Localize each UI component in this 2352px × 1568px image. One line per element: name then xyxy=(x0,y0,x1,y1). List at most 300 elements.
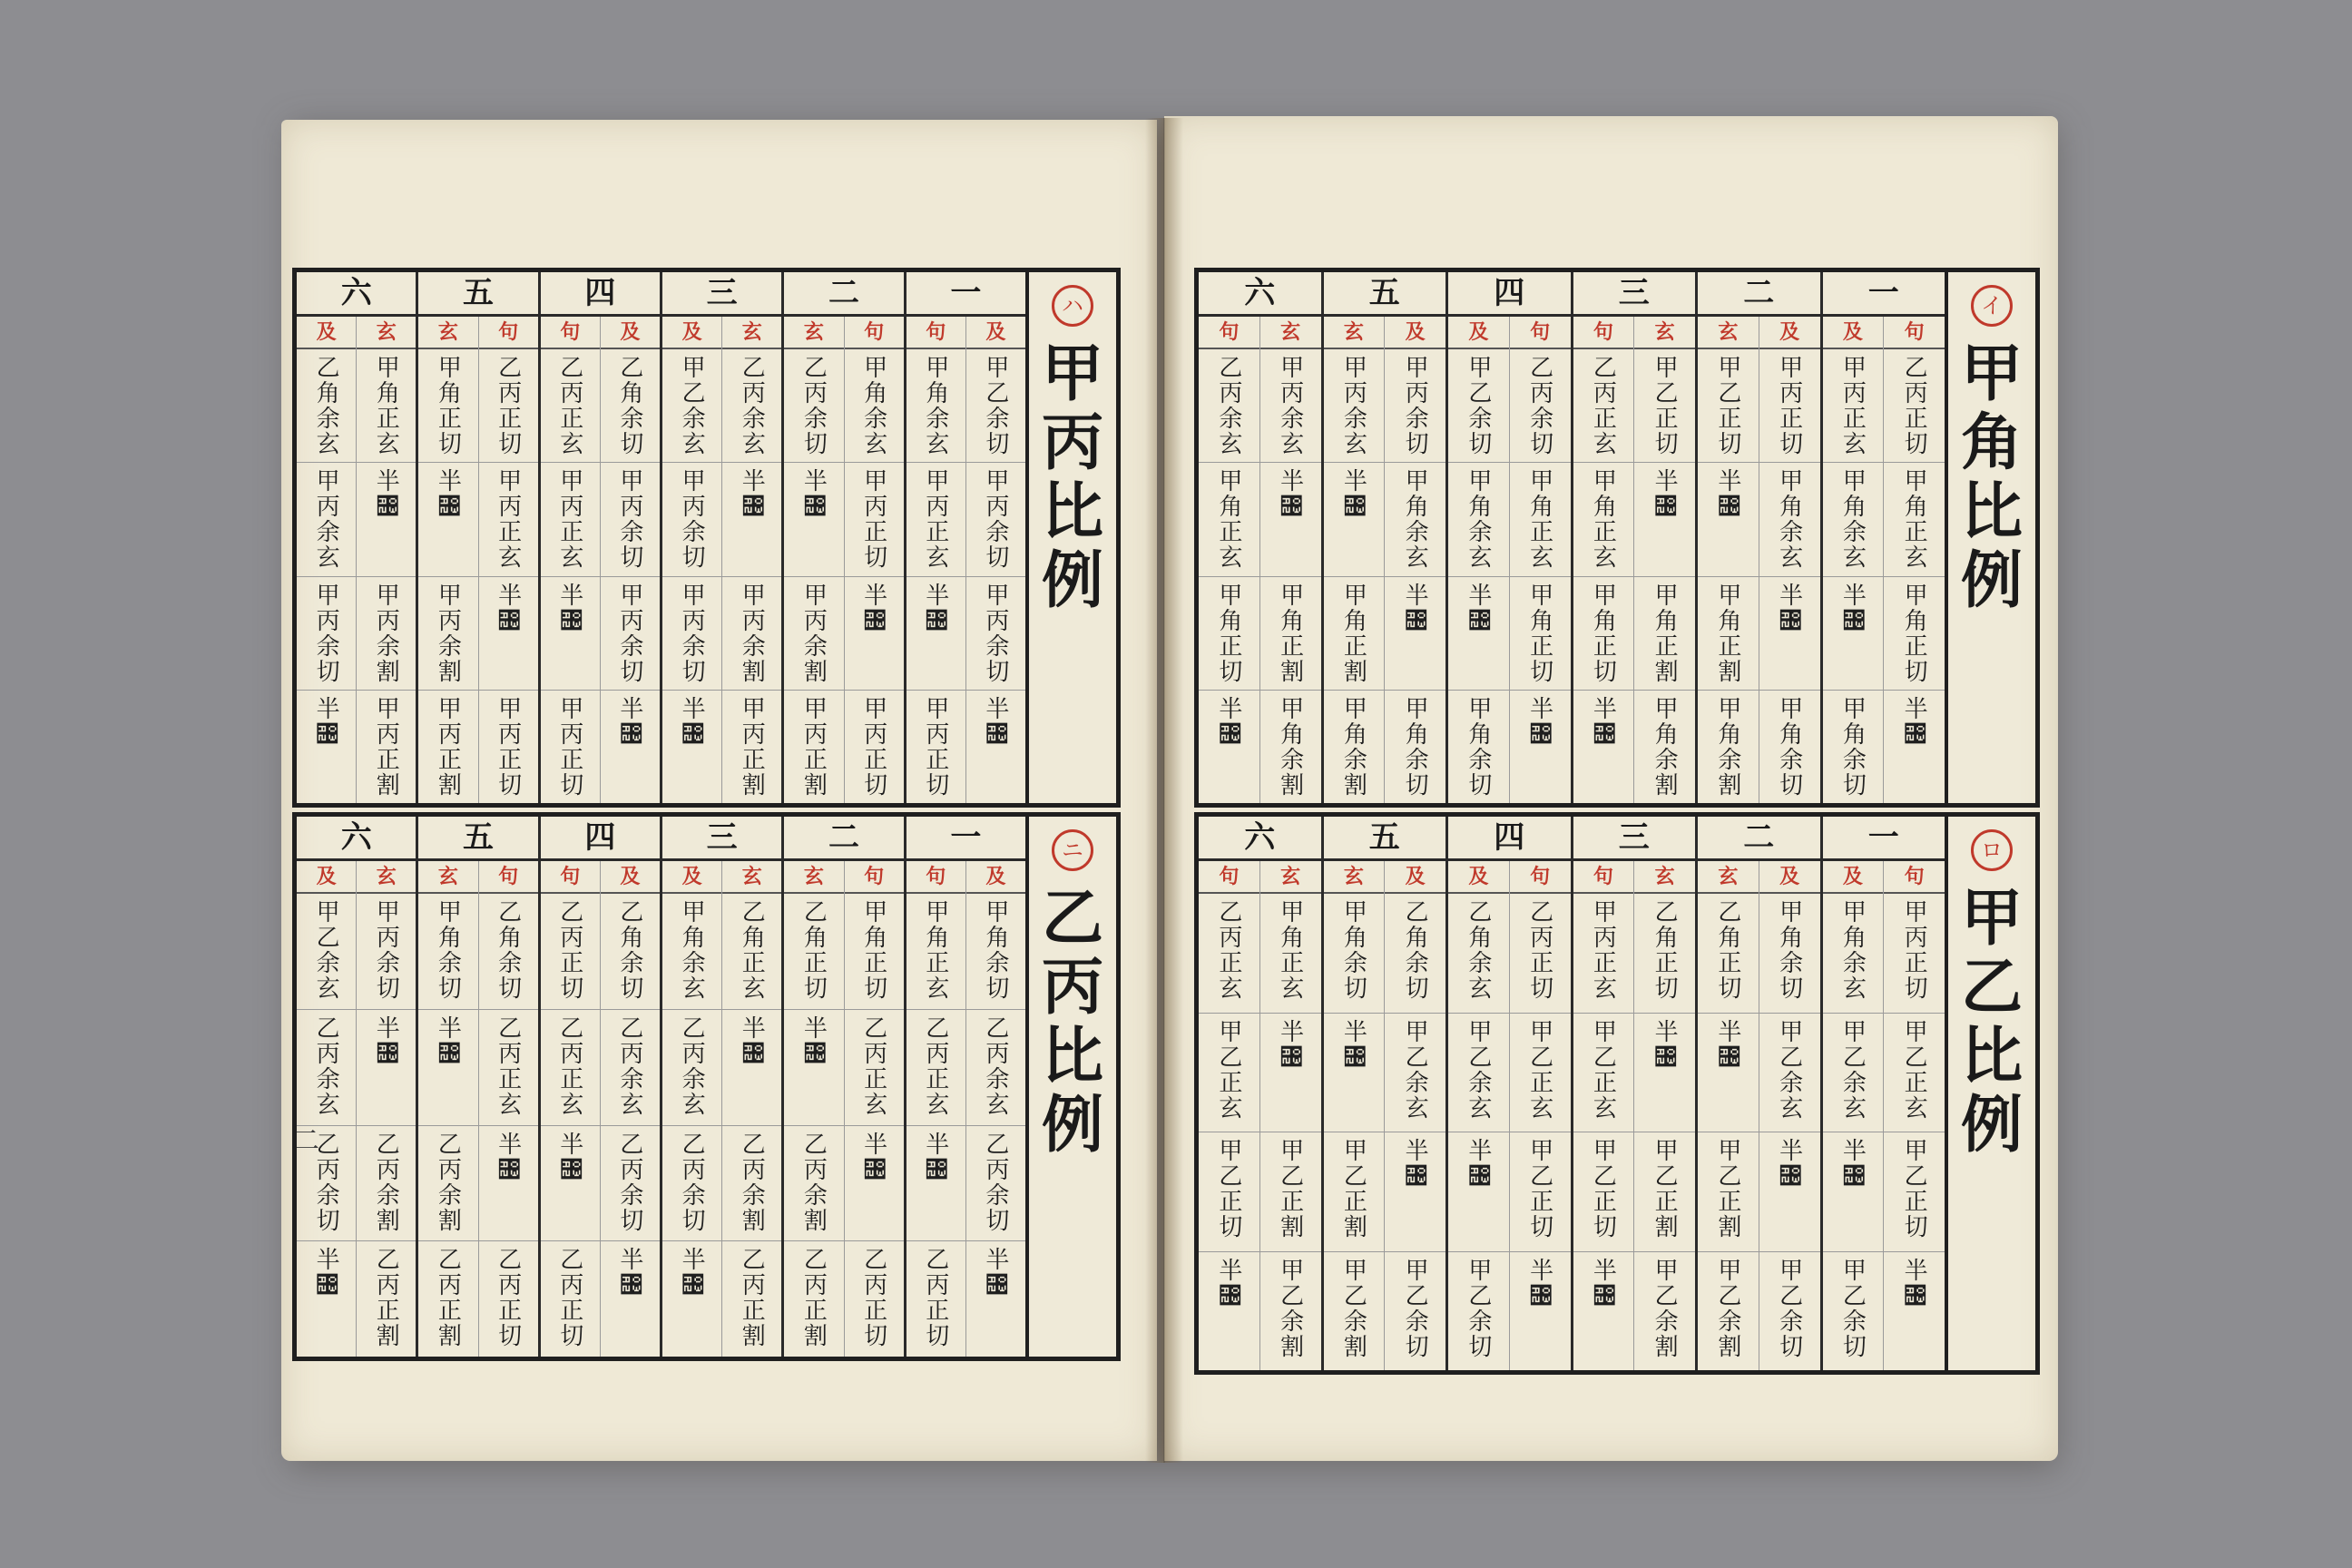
cell-text: 甲角正切 xyxy=(1525,582,1553,684)
table-cell xyxy=(1573,577,1634,691)
cell-text: 甲丙正玄 xyxy=(1838,355,1867,456)
table-title-char: 比 xyxy=(1960,1020,2023,1093)
column xyxy=(1509,317,1571,803)
table-title-char: 丙 xyxy=(1041,407,1103,480)
case-columns xyxy=(418,317,537,803)
table-cell xyxy=(662,1010,721,1126)
cell-text: 甲角余切 xyxy=(1838,695,1867,798)
cell-text: 甲角余切 xyxy=(1401,695,1429,798)
table-cell xyxy=(357,463,416,576)
cell-text: 甲角正切 xyxy=(1589,582,1617,684)
cell-text: 甲角余玄 xyxy=(1775,468,1803,571)
table-title-char: 比 xyxy=(1041,1020,1103,1093)
case-columns xyxy=(906,317,1025,803)
case-columns xyxy=(1324,317,1446,803)
table-kou-otsu-proportion xyxy=(1194,812,2040,1375)
case-group xyxy=(297,817,416,1357)
cell-text: 半΢ xyxy=(1838,1138,1867,1189)
table-cell xyxy=(1260,463,1321,576)
table-cell xyxy=(722,1010,781,1126)
cell-text: 甲角正玄 xyxy=(921,899,949,1001)
case-number: 五 xyxy=(418,817,537,861)
cell-text: 甲角余切 xyxy=(1339,899,1367,1001)
cell-text: 甲丙正割 xyxy=(799,695,828,798)
column xyxy=(1448,861,1509,1370)
table-cell xyxy=(1884,349,1945,463)
cell-text: 乙丙正玄 xyxy=(555,355,583,456)
column xyxy=(965,861,1025,1357)
cell-text: 甲丙余切 xyxy=(372,899,400,1001)
cell-text: 甲角正切 xyxy=(1900,582,1928,684)
title-column xyxy=(1945,272,2035,803)
cell-text: 乙丙余玄 xyxy=(981,1014,1009,1117)
table-cell xyxy=(1385,349,1446,463)
side-label: 玄 xyxy=(1324,861,1385,894)
cell-text: 甲角正玄 xyxy=(1589,468,1617,571)
case-group xyxy=(1571,272,1696,803)
column xyxy=(297,317,356,803)
case-group xyxy=(1321,817,1446,1370)
cell-text: 甲角正玄 xyxy=(1276,899,1304,1001)
table-cell xyxy=(845,1010,904,1126)
case-number: 三 xyxy=(1573,817,1696,861)
cell-text: 半΢ xyxy=(1651,468,1679,520)
case-number: 一 xyxy=(1823,272,1945,317)
cell-text: 半΢ xyxy=(1276,1018,1304,1070)
table-cell xyxy=(479,463,538,576)
table-cell xyxy=(1573,349,1634,463)
table-title-char: 例 xyxy=(1041,544,1103,618)
case-groups xyxy=(1199,817,1945,1370)
cell-text: 甲乙余割 xyxy=(1276,1257,1304,1359)
table-cell xyxy=(1199,1252,1259,1371)
table-cell xyxy=(418,1126,477,1242)
table-cell xyxy=(1448,1252,1509,1371)
circled-marker: ニ xyxy=(1052,829,1093,871)
side-label: 及 xyxy=(1759,317,1820,349)
column xyxy=(1633,861,1695,1370)
cell-text: 乙角正切 xyxy=(799,899,828,1001)
case-group xyxy=(1695,272,1820,803)
cell-text: 甲丙正玄 xyxy=(494,468,522,571)
side-label: 及 xyxy=(1448,317,1509,349)
cell-text: 乙丙余玄 xyxy=(738,355,766,456)
cell-text: 甲角余玄 xyxy=(859,355,887,456)
table-cell xyxy=(1448,1132,1509,1252)
table-cell xyxy=(1823,463,1884,576)
column xyxy=(1883,317,1945,803)
cell-text: 半΢ xyxy=(799,1014,828,1066)
cell-text: 甲丙正割 xyxy=(372,695,400,798)
case-columns xyxy=(1199,317,1321,803)
side-label: 及 xyxy=(966,317,1025,349)
case-columns xyxy=(906,861,1025,1357)
cell-text: 半΢ xyxy=(678,695,706,747)
table-cell xyxy=(1324,691,1385,803)
table-cell xyxy=(966,1241,1025,1357)
cell-text: 乙角余切 xyxy=(1401,899,1429,1001)
cell-text: 乙丙余玄 xyxy=(1214,355,1242,456)
table-cell xyxy=(418,577,477,691)
table-cell xyxy=(1199,894,1259,1014)
case-columns xyxy=(297,317,416,803)
side-label: 玄 xyxy=(418,317,477,349)
cell-text: 半΢ xyxy=(1900,695,1928,747)
case-group xyxy=(1695,817,1820,1370)
side-label: 玄 xyxy=(784,861,843,894)
table-title-char: 乙 xyxy=(1041,882,1103,955)
cell-text: 甲丙余切 xyxy=(981,468,1009,571)
table-cell xyxy=(906,577,965,691)
case-columns xyxy=(297,861,416,1357)
table-cell xyxy=(541,463,600,576)
cell-text: 乙角余切 xyxy=(615,899,643,1001)
table-cell xyxy=(1884,1252,1945,1371)
table-cell xyxy=(1199,1014,1259,1133)
case-group xyxy=(416,817,537,1357)
circled-marker: ハ xyxy=(1052,285,1093,327)
table-cell xyxy=(1510,1252,1571,1371)
table-cell xyxy=(357,894,416,1010)
table-cell xyxy=(1634,1132,1695,1252)
case-group xyxy=(1446,272,1571,803)
table-cell xyxy=(1573,1132,1634,1252)
table-cell xyxy=(357,349,416,463)
table-title-char: 丙 xyxy=(1041,951,1103,1024)
table-title-char: 比 xyxy=(1960,475,2023,549)
cell-text: 乙丙余切 xyxy=(1525,355,1553,456)
case-groups xyxy=(1199,272,1945,803)
table-cell xyxy=(1698,1132,1759,1252)
side-label: 句 xyxy=(906,317,965,349)
cell-text: 半΢ xyxy=(738,468,766,520)
case-number: 六 xyxy=(1199,272,1321,317)
table-cell xyxy=(662,349,721,463)
cell-text: 乙丙正切 xyxy=(921,1247,949,1349)
table-cell xyxy=(479,1241,538,1357)
column xyxy=(356,317,416,803)
side-label: 句 xyxy=(1199,861,1259,894)
case-columns xyxy=(1573,861,1696,1370)
cell-text: 半΢ xyxy=(1214,695,1242,747)
table-cell xyxy=(297,349,356,463)
cell-text: 甲乙余玄 xyxy=(312,899,340,1001)
cell-text: 乙丙正割 xyxy=(799,1247,828,1349)
table-cell xyxy=(1573,1014,1634,1133)
column xyxy=(356,861,416,1357)
column xyxy=(478,317,538,803)
table-cell xyxy=(1385,1132,1446,1252)
cell-text: 甲丙余玄 xyxy=(1276,355,1304,456)
table-cell xyxy=(541,1126,600,1242)
cell-text: 甲丙余切 xyxy=(1401,355,1429,456)
side-label: 玄 xyxy=(1260,861,1321,894)
column xyxy=(784,861,843,1357)
table-cell xyxy=(418,463,477,576)
cell-text: 乙丙余玄 xyxy=(312,1014,340,1117)
table-cell xyxy=(784,463,843,576)
cell-text: 甲角正玄 xyxy=(1214,468,1242,571)
case-group xyxy=(297,272,416,803)
cell-text: 甲乙正切 xyxy=(1525,1138,1553,1240)
cell-text: 甲丙余割 xyxy=(799,582,828,684)
cell-text: 甲丙正割 xyxy=(738,695,766,798)
table-cell xyxy=(845,1126,904,1242)
cell-text: 半΢ xyxy=(1525,695,1553,747)
cell-text: 甲角正切 xyxy=(434,355,462,456)
case-number: 一 xyxy=(906,817,1025,861)
cell-text: 甲乙余割 xyxy=(1713,1257,1741,1359)
cell-text: 半΢ xyxy=(1589,695,1617,747)
table-cell xyxy=(1823,691,1884,803)
side-label: 句 xyxy=(1573,317,1634,349)
cell-text: 甲角正割 xyxy=(1651,582,1679,684)
table-cell xyxy=(1884,463,1945,576)
case-columns xyxy=(1199,861,1321,1370)
table-cell xyxy=(1199,349,1259,463)
table-cell xyxy=(1324,894,1385,1014)
table-cell xyxy=(1759,894,1820,1014)
cell-text: 乙丙余割 xyxy=(434,1131,462,1233)
cell-text: 乙角正玄 xyxy=(738,899,766,1001)
table-cell xyxy=(1510,1014,1571,1133)
table-cell xyxy=(1510,577,1571,691)
cell-text: 半΢ xyxy=(738,1014,766,1066)
table-cell xyxy=(601,577,660,691)
side-label: 及 xyxy=(601,861,660,894)
case-columns xyxy=(784,317,903,803)
cell-text: 甲乙正切 xyxy=(1214,1138,1242,1240)
cell-text: 甲角余切 xyxy=(1464,695,1492,798)
table-cell xyxy=(1573,691,1634,803)
table-cell xyxy=(1759,1014,1820,1133)
case-group xyxy=(1571,817,1696,1370)
cell-text: 乙丙正玄 xyxy=(859,1014,887,1117)
table-cell xyxy=(418,349,477,463)
column xyxy=(600,861,660,1357)
table-cell xyxy=(1759,1252,1820,1371)
table-cell xyxy=(662,894,721,1010)
table-cell xyxy=(1573,894,1634,1014)
side-label: 玄 xyxy=(357,317,416,349)
column xyxy=(1448,317,1509,803)
table-cell xyxy=(966,691,1025,803)
column xyxy=(662,861,721,1357)
column xyxy=(541,317,600,803)
column xyxy=(906,317,965,803)
case-group xyxy=(1820,817,1945,1370)
side-label: 及 xyxy=(297,317,356,349)
table-cell xyxy=(784,577,843,691)
column xyxy=(1698,861,1759,1370)
table-cell xyxy=(1634,577,1695,691)
table-cell xyxy=(1448,349,1509,463)
table-cell xyxy=(1324,1014,1385,1133)
case-number: 五 xyxy=(1324,817,1446,861)
table-cell xyxy=(722,463,781,576)
page-number: 二 xyxy=(292,1125,319,1157)
column xyxy=(1324,861,1385,1370)
table-cell xyxy=(784,1010,843,1126)
table-cell xyxy=(722,1126,781,1242)
table-cell xyxy=(1634,691,1695,803)
cell-text: 甲乙余玄 xyxy=(1838,1018,1867,1121)
cell-text: 乙丙余割 xyxy=(372,1131,400,1233)
cell-text: 半΢ xyxy=(1401,1138,1429,1189)
table-cell xyxy=(1448,1014,1509,1133)
cell-text: 乙丙正割 xyxy=(372,1247,400,1349)
cell-text: 甲丙正切 xyxy=(494,695,522,798)
cell-text: 半΢ xyxy=(1214,1257,1242,1308)
cell-text: 甲丙正切 xyxy=(1900,899,1928,1001)
table-cell xyxy=(662,1126,721,1242)
table-cell xyxy=(541,349,600,463)
table-cell xyxy=(479,577,538,691)
column xyxy=(418,317,477,803)
column xyxy=(1509,861,1571,1370)
table-cell xyxy=(1385,1252,1446,1371)
cell-text: 甲乙余割 xyxy=(1651,1257,1679,1359)
side-label: 及 xyxy=(1823,861,1884,894)
table-cell xyxy=(1510,894,1571,1014)
cell-text: 甲角余玄 xyxy=(1838,468,1867,571)
table-hei-proportion xyxy=(292,268,1121,808)
cell-text: 甲丙正切 xyxy=(921,695,949,798)
cell-text: 半΢ xyxy=(312,1247,340,1298)
cell-text: 乙丙正切 xyxy=(859,1247,887,1349)
cell-text: 乙丙余割 xyxy=(738,1131,766,1233)
table-cell xyxy=(479,894,538,1010)
cell-text: 甲乙余玄 xyxy=(678,355,706,456)
table-cell xyxy=(1510,349,1571,463)
table-cell xyxy=(1634,1014,1695,1133)
table-cell xyxy=(1260,691,1321,803)
cell-text: 甲角余玄 xyxy=(921,355,949,456)
table-cell xyxy=(541,691,600,803)
cell-text: 甲乙正玄 xyxy=(1525,1018,1553,1121)
table-cell xyxy=(966,1126,1025,1242)
cell-text: 甲乙正玄 xyxy=(1589,1018,1617,1121)
table-cell xyxy=(784,1126,843,1242)
cell-text: 半΢ xyxy=(1525,1257,1553,1308)
column xyxy=(1698,317,1759,803)
table-cell xyxy=(1698,349,1759,463)
cell-text: 半΢ xyxy=(1651,1018,1679,1070)
table-cell xyxy=(479,691,538,803)
table-cell xyxy=(1260,349,1321,463)
column xyxy=(1259,861,1321,1370)
table-cell xyxy=(845,349,904,463)
cell-text: 乙丙余玄 xyxy=(678,1014,706,1117)
cell-text: 乙丙余切 xyxy=(799,355,828,456)
cell-text: 半΢ xyxy=(981,1247,1009,1298)
case-group xyxy=(660,272,781,803)
side-label: 及 xyxy=(662,317,721,349)
case-columns xyxy=(541,317,660,803)
title-column xyxy=(1025,272,1116,803)
table-title-char: 例 xyxy=(1960,544,2023,618)
case-number: 六 xyxy=(297,817,416,861)
cell-text: 甲角余割 xyxy=(1276,695,1304,798)
cell-text: 甲丙余切 xyxy=(678,468,706,571)
table-cell xyxy=(357,691,416,803)
cell-text: 甲角正玄 xyxy=(372,355,400,456)
cell-text: 甲乙正玄 xyxy=(1900,1018,1928,1121)
case-columns xyxy=(1698,317,1820,803)
cell-text: 半΢ xyxy=(921,1131,949,1182)
cell-text: 半΢ xyxy=(372,468,400,520)
cell-text: 甲角余割 xyxy=(1713,695,1741,798)
column xyxy=(1823,317,1884,803)
table-cell xyxy=(1510,463,1571,576)
side-label: 句 xyxy=(1884,861,1945,894)
side-label: 及 xyxy=(1759,861,1820,894)
table-cell xyxy=(1199,577,1259,691)
table-cell xyxy=(1634,349,1695,463)
case-number: 四 xyxy=(1448,817,1571,861)
column xyxy=(478,861,538,1357)
column xyxy=(721,861,781,1357)
side-label: 句 xyxy=(1199,317,1259,349)
cell-text: 乙丙正玄 xyxy=(1214,899,1242,1001)
table-cell xyxy=(1448,577,1509,691)
table-cell xyxy=(1573,1252,1634,1371)
table-cell xyxy=(541,1241,600,1357)
table-cell xyxy=(297,1010,356,1126)
title-column xyxy=(1945,817,2035,1370)
case-number: 五 xyxy=(418,272,537,317)
table-cell xyxy=(479,1126,538,1242)
cell-text: 甲角正玄 xyxy=(1900,468,1928,571)
side-label: 句 xyxy=(1510,861,1571,894)
case-columns xyxy=(1448,861,1571,1370)
table-cell xyxy=(906,1010,965,1126)
cell-text: 甲乙正割 xyxy=(1276,1138,1304,1240)
column xyxy=(1633,317,1695,803)
table-cell xyxy=(784,894,843,1010)
cell-text: 半΢ xyxy=(1464,1138,1492,1189)
table-cell xyxy=(784,691,843,803)
column xyxy=(662,317,721,803)
cell-text: 甲丙正玄 xyxy=(1589,899,1617,1001)
table-cell xyxy=(601,463,660,576)
table-cell xyxy=(1448,691,1509,803)
cell-text: 甲乙余切 xyxy=(981,355,1009,456)
case-number: 三 xyxy=(662,817,781,861)
cell-text: 甲丙正玄 xyxy=(555,468,583,571)
case-number: 二 xyxy=(1698,272,1820,317)
case-group xyxy=(416,272,537,803)
table-cell xyxy=(357,1010,416,1126)
case-columns xyxy=(1573,317,1696,803)
table-cell xyxy=(1385,463,1446,576)
table-cell xyxy=(418,894,477,1010)
column xyxy=(1573,861,1634,1370)
side-label: 玄 xyxy=(1634,317,1695,349)
table-cell xyxy=(1385,1014,1446,1133)
cell-text: 乙丙正切 xyxy=(555,899,583,1001)
case-columns xyxy=(1698,861,1820,1370)
cell-text: 半΢ xyxy=(1713,1018,1741,1070)
table-cell xyxy=(1823,894,1884,1014)
table-cell xyxy=(418,691,477,803)
case-number: 三 xyxy=(1573,272,1696,317)
cell-text: 甲角余切 xyxy=(1775,695,1803,798)
column xyxy=(418,861,477,1357)
cell-text: 乙丙余割 xyxy=(799,1131,828,1233)
table-cell xyxy=(966,349,1025,463)
table-cell xyxy=(1510,1132,1571,1252)
